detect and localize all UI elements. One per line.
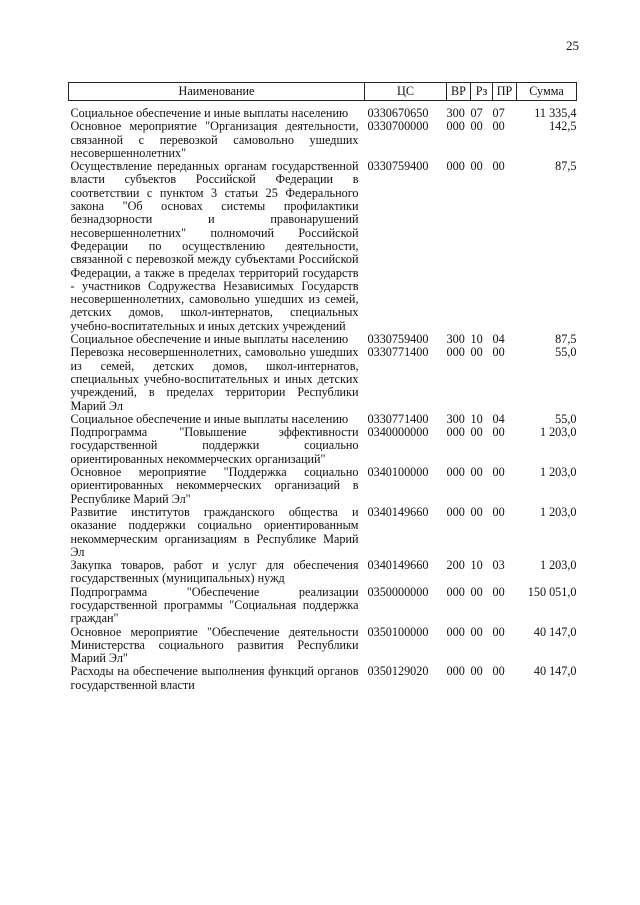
row-name: Основное мероприятие "Организация деятельности, связанной с перевозкой самовольно ушедших несовершеннолетних" [70, 119, 359, 160]
row-cs: 0350129020 [367, 664, 429, 679]
row-cs: 0330759400 [367, 332, 429, 347]
row-rz: 00 [470, 119, 483, 134]
row-name: Расходы на обеспечение выполнения функций органов государственной власти [70, 664, 359, 692]
row-sum: 40 147,0 [533, 624, 577, 639]
row-sum: 55,0 [555, 345, 577, 360]
header-vr: ВР [447, 83, 471, 101]
header-pr: ПР [493, 83, 517, 101]
page-number: 25 [566, 38, 579, 53]
row-cs: 0330771400 [367, 411, 429, 426]
row-rz: 00 [470, 504, 483, 519]
row-sum: 55,0 [555, 411, 577, 426]
row-cs: 0350100000 [367, 624, 429, 639]
row-vr: 000 [446, 425, 465, 440]
header-cs: ЦС [365, 83, 447, 101]
header-rz: Рз [471, 83, 493, 101]
table-row [69, 333, 577, 346]
table-row [69, 466, 577, 506]
row-name: Закупка товаров, работ и услуг для обеспечения государственных (муниципальных) нужд [70, 558, 359, 586]
header-sum: Сумма [517, 83, 577, 101]
table-row [69, 107, 577, 120]
row-name: Социальное обеспечение и иные выплаты населению [70, 106, 349, 120]
row-cs: 0340100000 [367, 465, 429, 480]
row-vr: 000 [446, 159, 465, 174]
row-rz: 00 [470, 584, 483, 599]
row-pr: 04 [492, 411, 505, 426]
header-name: Наименование [69, 83, 365, 101]
header-row [69, 83, 577, 101]
row-cs: 0340149660 [367, 558, 429, 573]
table-row [69, 346, 577, 412]
row-cs: 0330670650 [367, 106, 429, 120]
row-sum: 1 203,0 [539, 465, 577, 480]
row-pr: 00 [492, 504, 505, 519]
row-vr: 200 [446, 558, 465, 573]
row-vr: 000 [446, 584, 465, 599]
row-name: Перевозка несовершеннолетних, самовольно ушедших из семей, детских домов, школ-интернатов, специальных учебно-воспитательных и иных детских учреждений, в пределах территории Республики Марий Эл [70, 345, 359, 413]
table-row [69, 413, 577, 426]
row-vr: 000 [446, 624, 465, 639]
table-row [69, 120, 577, 160]
row-pr: 00 [492, 584, 505, 599]
row-rz: 10 [470, 558, 483, 573]
row-rz: 10 [470, 411, 483, 426]
row-pr: 03 [492, 558, 505, 573]
table-row [69, 665, 577, 692]
row-sum: 87,5 [555, 159, 577, 174]
row-rz: 00 [470, 159, 483, 174]
row-name: Основное мероприятие "Поддержка социально ориентированных некоммерческих организаций в Республике Марий Эл" [70, 465, 359, 506]
row-pr: 07 [492, 106, 505, 120]
row-vr: 000 [446, 664, 465, 679]
row-pr: 00 [492, 345, 505, 360]
row-vr: 000 [446, 345, 465, 360]
row-vr: 300 [446, 411, 465, 426]
table-body [69, 101, 577, 693]
row-name: Социальное обеспечение и иные выплаты населению [70, 332, 349, 347]
row-vr: 300 [446, 106, 465, 120]
table-row [69, 586, 577, 626]
row-name: Социальное обеспечение и иные выплаты населению [70, 411, 349, 426]
row-sum: 1 203,0 [539, 558, 577, 573]
row-rz: 00 [470, 664, 483, 679]
budget-table [68, 82, 577, 692]
row-sum: 1 203,0 [539, 504, 577, 519]
row-vr: 300 [446, 332, 465, 347]
row-pr: 00 [492, 425, 505, 440]
row-cs: 0330759400 [367, 159, 429, 174]
row-vr: 000 [446, 119, 465, 134]
row-name: Подпрограмма "Обеспечение реализации государственной программы "Социальная поддержка граждан" [70, 584, 359, 626]
table-row [69, 160, 577, 333]
row-vr: 000 [446, 465, 465, 480]
row-pr: 00 [492, 664, 505, 679]
table-header [69, 83, 577, 101]
table-row [69, 426, 577, 466]
row-rz: 10 [470, 332, 483, 347]
row-cs: 0330700000 [367, 119, 429, 134]
row-name: Развитие институтов гражданского общества и оказание поддержки социально ориентированным некоммерческим организациям в Республике Марий Эл [70, 504, 359, 559]
row-pr: 00 [492, 624, 505, 639]
row-name: Основное мероприятие "Обеспечение деятельности Министерства социального развития Республики Марий Эл" [70, 624, 359, 666]
row-rz: 07 [470, 106, 483, 120]
row-name: Подпрограмма "Повышение эффективности государственной поддержки социально ориентированных некоммерческих организаций" [70, 425, 359, 466]
row-cs: 0340149660 [367, 504, 429, 519]
row-sum: 87,5 [555, 332, 577, 347]
row-pr: 00 [492, 465, 505, 480]
row-sum: 1 203,0 [539, 425, 577, 440]
row-cs: 0350000000 [367, 584, 429, 599]
row-rz: 00 [470, 425, 483, 440]
table-row [69, 506, 577, 559]
row-pr: 04 [492, 332, 505, 347]
table-row [69, 626, 577, 666]
row-sum: 142,5 [549, 119, 577, 134]
row-rz: 00 [470, 345, 483, 360]
row-sum: 11 335,4 [534, 106, 577, 120]
row-cs: 0330771400 [367, 345, 429, 360]
row-sum: 150 051,0 [527, 584, 577, 599]
row-rz: 00 [470, 624, 483, 639]
row-pr: 00 [492, 119, 505, 134]
row-cs: 0340000000 [367, 425, 429, 440]
table-row [69, 559, 577, 586]
row-vr: 000 [446, 504, 465, 519]
row-name: Осуществление переданных органам государственной власти субъектов Российской Федерации в соответствии с пунктом 3 статьи 25 Федерального закона "Об основах системы профилактики безнадзорности и правонарушений несовершеннолетних" полномочий Российской Федерации по осуществлению деятельности, связанной с перевозкой между субъектами Российской Федерации, а также в пределах территорий государств - участников Содружества Независимых Государств несовершеннолетних, самовольно ушедших из семей, детских домов, школ-интернатов, специальных учебно-воспитательных и иных детских учреждений [70, 159, 359, 333]
row-sum: 40 147,0 [533, 664, 577, 679]
row-pr: 00 [492, 159, 505, 174]
row-rz: 00 [470, 465, 483, 480]
